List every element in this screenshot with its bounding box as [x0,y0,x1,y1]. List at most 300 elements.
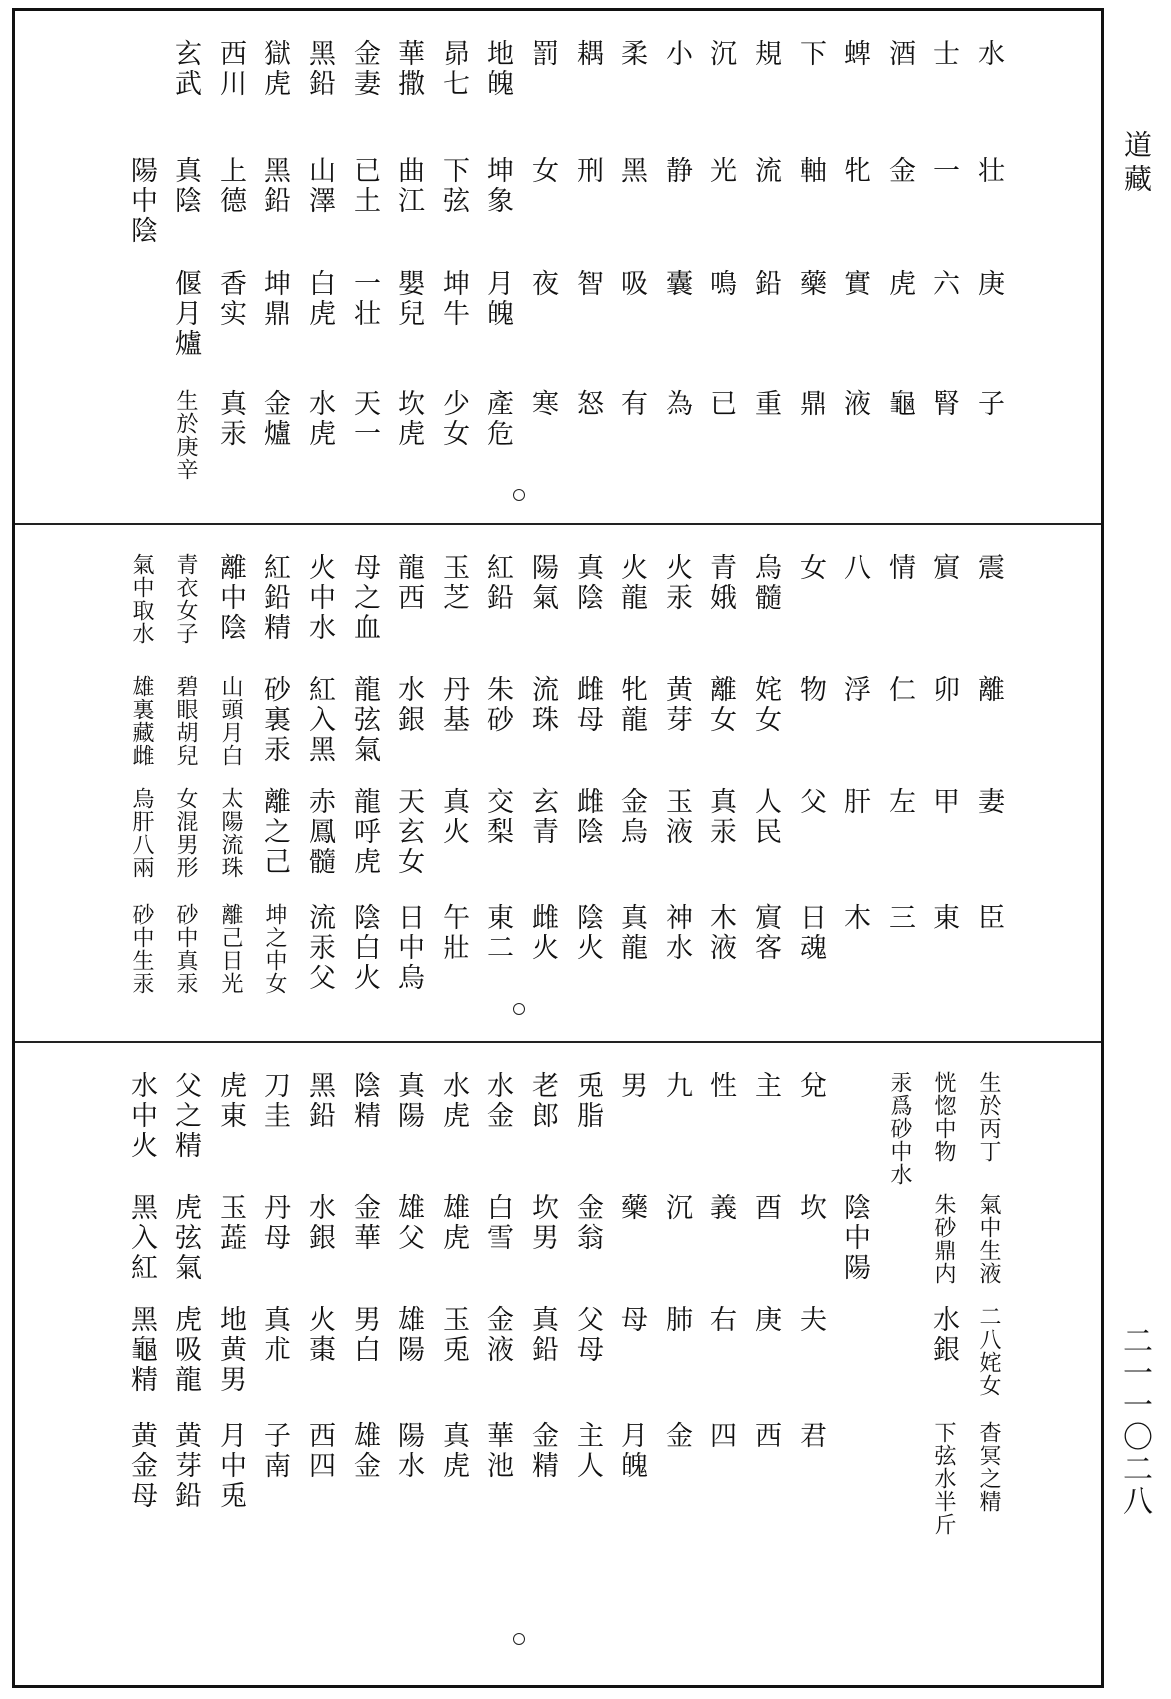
term-cell: 坤鼎 [259,269,290,329]
term-cell: 坎男 [527,1193,558,1253]
term-cell: 金 [661,1421,692,1451]
text-column [257,11,291,523]
term-cell: 實 [839,269,870,299]
term-cell: 怒 [572,389,603,419]
term-cell: 父母 [572,1305,603,1365]
term-cell: 金爐 [259,389,290,449]
term-cell: 流汞父 [304,903,335,993]
term-cell: 父之精 [170,1071,201,1161]
term-cell: 柔 [616,39,647,69]
text-column [257,525,291,1041]
text-column [124,525,158,1041]
term-cell: 震 [973,553,1004,583]
term-cell: 雌母 [572,675,603,735]
term-cell: 嬰兒 [393,269,424,329]
text-panel-top [15,11,1101,523]
term-cell: 六 [928,269,959,299]
term-cell: 坤牛 [438,269,469,329]
term-cell: 昴七 [438,39,469,99]
term-cell: 曲江 [393,156,424,216]
term-cell: 西四 [304,1421,335,1481]
term-cell: 水虎 [438,1071,469,1131]
text-column [525,11,559,523]
term-cell: 寒 [527,389,558,419]
term-cell: 坎 [795,1193,826,1223]
term-cell: 情 [884,553,915,583]
term-cell: 赤鳳髓 [304,787,335,877]
term-cell: 朱砂鼎内 [931,1193,956,1285]
term-cell: 卯 [928,675,959,705]
text-column [926,525,960,1041]
text-column [480,525,514,1041]
term-cell: 碧眼胡兒 [173,675,198,767]
term-cell: 龍西 [393,553,424,613]
text-column [614,525,648,1041]
term-cell: 汞爲砂中水 [887,1071,912,1186]
text-column [882,11,916,523]
term-cell: 吸 [616,269,647,299]
term-cell: 雄陽 [393,1305,424,1365]
term-cell: 偃月爐 [170,269,201,359]
term-cell: 智 [572,269,603,299]
term-cell: 杳冥之精 [976,1421,1001,1513]
text-column [748,11,782,523]
term-cell: 砂中生汞 [129,903,154,995]
term-cell: 金華 [349,1193,380,1253]
term-cell: 黑龜精 [126,1305,157,1395]
term-cell: 離 [973,675,1004,705]
text-column [882,1043,916,1685]
term-cell: 刀圭 [259,1071,290,1131]
term-cell: 光 [705,156,736,186]
term-cell: 流珠 [527,675,558,735]
term-cell: 生於丙丁 [976,1071,1001,1163]
term-cell: 山頭月白 [218,675,243,767]
text-column [570,11,604,523]
term-cell: 甲 [928,787,959,817]
term-cell: 金液 [482,1305,513,1365]
term-cell: 老郎 [527,1071,558,1131]
term-cell: 父 [795,787,826,817]
term-cell: 紅入黑 [304,675,335,765]
term-cell: 山澤 [304,156,335,216]
text-column [213,525,247,1041]
term-cell: 已土 [349,156,380,216]
volume-title: 道藏 [1120,130,1153,198]
term-cell: 水銀 [393,675,424,735]
term-cell: 黑 [616,156,647,186]
term-cell: 龍弦氣 [349,675,380,765]
term-cell: 虎吸龍 [170,1305,201,1395]
term-cell: 陽中陰 [126,156,157,246]
term-cell: 水金 [482,1071,513,1131]
text-column [391,1043,425,1685]
text-column [837,525,871,1041]
term-cell: 藥 [616,1193,647,1223]
term-cell: 砂中真汞 [173,903,198,995]
term-cell: 坎虎 [393,389,424,449]
term-cell: 夜 [527,269,558,299]
text-column [480,1043,514,1685]
term-cell: 坤象 [482,156,513,216]
text-panel-middle [15,525,1101,1041]
term-cell: 黑入紅 [126,1193,157,1283]
term-cell: 陽氣 [527,553,558,613]
term-cell: 液 [839,389,870,419]
term-cell: 離中陰 [215,553,246,643]
text-column [525,525,559,1041]
term-cell: 陰白火 [349,903,380,993]
term-cell: 庚 [973,269,1004,299]
term-cell: 水銀 [928,1305,959,1365]
term-cell: 兎脂 [572,1071,603,1131]
term-cell: 母 [616,1305,647,1335]
text-column [703,525,737,1041]
term-cell: 蜱 [839,39,870,69]
term-cell: 鳴 [705,269,736,299]
text-column [659,525,693,1041]
term-cell: 氣中生液 [976,1193,1001,1285]
text-column [124,11,158,523]
term-cell: 真陰 [170,156,201,216]
term-cell: 雌火 [527,903,558,963]
term-cell: 離女 [705,675,736,735]
term-cell: 雄金 [349,1421,380,1481]
term-cell: 軸 [795,156,826,186]
text-column [436,525,470,1041]
text-column [213,11,247,523]
term-cell: 黑鉛 [304,39,335,99]
term-cell: 為 [661,389,692,419]
term-cell: 已 [705,389,736,419]
term-cell: 黑鉛 [259,156,290,216]
term-cell: 水銀 [304,1193,335,1253]
term-cell: 生於庚辛 [173,389,198,481]
text-column [391,525,425,1041]
term-cell: 四 [705,1421,736,1451]
term-cell: 香实 [215,269,246,329]
term-cell: 西 [750,1421,781,1451]
term-cell: 虎東 [215,1071,246,1131]
term-cell: 庚 [750,1305,781,1335]
term-cell: 一 [928,156,959,186]
term-cell: 流 [750,156,781,186]
term-cell: 玉液 [661,787,692,847]
term-cell: 雌陰 [572,787,603,847]
text-column [302,11,336,523]
text-column [614,11,648,523]
term-cell: 三 [884,903,915,933]
term-cell: 上德 [215,156,246,216]
term-cell: 木 [839,903,870,933]
term-cell: 囊 [661,269,692,299]
term-cell: 規 [750,39,781,69]
term-cell: 鉛 [750,269,781,299]
term-cell: 獄虎 [259,39,290,99]
term-cell: 子 [973,389,1004,419]
term-cell: 朱砂 [482,675,513,735]
text-column [302,525,336,1041]
term-cell: 烏髓 [750,553,781,613]
text-column [837,11,871,523]
text-column [257,1043,291,1685]
term-cell: 下弦 [438,156,469,216]
text-column [525,1043,559,1685]
term-cell: 神水 [661,903,692,963]
section-mark-circle [513,1003,525,1015]
term-cell: 主人 [572,1421,603,1481]
term-cell: 午壯 [438,903,469,963]
term-cell: 青衣女子 [173,553,198,645]
text-column [213,1043,247,1685]
term-cell: 白雪 [482,1193,513,1253]
text-column [971,525,1005,1041]
term-cell: 離之己 [259,787,290,877]
term-cell: 女 [795,553,826,583]
text-column [926,11,960,523]
term-cell: 下弦水半斤 [931,1421,956,1536]
term-cell: 下 [795,39,826,69]
term-cell: 月魄 [482,269,513,329]
term-cell: 產危 [482,389,513,449]
term-cell: 真汞 [215,389,246,449]
term-cell: 玉芝 [438,553,469,613]
term-cell: 青娥 [705,553,736,613]
term-cell: 真鉛 [527,1305,558,1365]
term-cell: 右 [705,1305,736,1335]
term-cell: 東 [928,903,959,933]
term-cell: 水虎 [304,389,335,449]
text-column [703,11,737,523]
term-cell: 東二 [482,903,513,963]
term-cell: 黄金母 [126,1421,157,1511]
term-cell: 沉 [705,39,736,69]
term-cell: 火汞 [661,553,692,613]
term-cell: 沉 [661,1193,692,1223]
term-cell: 虎 [884,269,915,299]
term-cell: 陽水 [393,1421,424,1481]
term-cell: 人民 [750,787,781,847]
term-cell: 天玄女 [393,787,424,877]
text-column [971,1043,1005,1685]
text-column [302,1043,336,1685]
term-cell: 金妻 [349,39,380,99]
term-cell: 重 [750,389,781,419]
term-cell: 真火 [438,787,469,847]
text-column [391,11,425,523]
term-cell: 火中水 [304,553,335,643]
text-column [793,1043,827,1685]
term-cell: 火棗 [304,1305,335,1365]
term-cell: 刑 [572,156,603,186]
term-cell: 丹母 [259,1193,290,1253]
term-cell: 仁 [884,675,915,705]
term-cell: 罰 [527,39,558,69]
text-column [793,525,827,1041]
text-column [347,525,381,1041]
term-cell: 小 [661,39,692,69]
term-cell: 地黄男 [215,1305,246,1395]
term-cell: 玉蕋 [215,1193,246,1253]
term-cell: 母之血 [349,553,380,643]
term-cell: 真朮 [259,1305,290,1365]
text-column [882,525,916,1041]
page-frame [12,8,1104,1688]
term-cell: 少女 [438,389,469,449]
term-cell: 月中兎 [215,1421,246,1511]
term-cell: 壮 [973,156,1004,186]
term-cell: 白虎 [304,269,335,329]
term-cell: 恍惚中物 [931,1071,956,1163]
term-cell: 紅鉛精 [259,553,290,643]
term-cell: 砂裏汞 [259,675,290,765]
text-column [436,11,470,523]
term-cell: 性 [705,1071,736,1101]
term-cell: 腎 [928,389,959,419]
term-cell: 夫 [795,1305,826,1335]
text-column [748,525,782,1041]
term-cell: 金烏 [616,787,647,847]
term-cell: 陰中陽 [839,1193,870,1283]
term-cell: 天一 [349,389,380,449]
text-column [659,1043,693,1685]
term-cell: 日中烏 [393,903,424,993]
term-cell: 玉兎 [438,1305,469,1365]
term-cell: 義 [705,1193,736,1223]
term-cell: 水中火 [126,1071,157,1161]
term-cell: 黄芽 [661,675,692,735]
term-cell: 真陽 [393,1071,424,1131]
term-cell: 有 [616,389,647,419]
term-cell: 九 [661,1071,692,1101]
term-cell: 兌 [795,1071,826,1101]
text-panel-bottom [15,1043,1101,1685]
text-column [837,1043,871,1685]
term-cell: 氣中取水 [129,553,154,645]
text-column [124,1043,158,1685]
term-cell: 玄武 [170,39,201,99]
text-column [793,11,827,523]
term-cell: 雄裏藏雌 [129,675,154,767]
term-cell: 賔 [928,553,959,583]
term-cell: 水 [973,39,1004,69]
term-cell: 坤之中女 [262,903,287,995]
term-cell: 姹女 [750,675,781,735]
term-cell: 雄虎 [438,1193,469,1253]
term-cell: 真汞 [705,787,736,847]
term-cell: 牝龍 [616,675,647,735]
term-cell: 一壮 [349,269,380,329]
section-mark-circle [513,489,525,501]
term-cell: 二八姹女 [976,1305,1001,1397]
term-cell: 玄青 [527,787,558,847]
term-cell: 肺 [661,1305,692,1335]
term-cell: 丹基 [438,675,469,735]
term-cell: 臣 [973,903,1004,933]
term-cell: 火龍 [616,553,647,613]
term-cell: 太陽流珠 [218,787,243,879]
term-cell: 八 [839,553,870,583]
term-cell: 男白 [349,1305,380,1365]
term-cell: 雄父 [393,1193,424,1253]
term-cell: 金翁 [572,1193,603,1253]
text-column [971,11,1005,523]
term-cell: 真龍 [616,903,647,963]
text-column [703,1043,737,1685]
term-cell: 子南 [259,1421,290,1481]
term-cell: 離己日光 [218,903,243,995]
section-mark-circle [513,1633,525,1645]
text-column [748,1043,782,1685]
term-cell: 浮 [839,675,870,705]
text-column [570,1043,604,1685]
term-cell: 酉 [750,1193,781,1223]
term-cell: 黑鉛 [304,1071,335,1131]
term-cell: 鼎 [795,389,826,419]
text-column [168,11,202,523]
term-cell: 賔客 [750,903,781,963]
term-cell: 士 [928,39,959,69]
term-cell: 月魄 [616,1421,647,1481]
term-cell: 龜 [884,389,915,419]
term-cell: 左 [884,787,915,817]
term-cell: 紅鉛 [482,553,513,613]
page-number: 二一一〇二八 [1117,1325,1152,1517]
term-cell: 虎弦氣 [170,1193,201,1283]
term-cell: 陰火 [572,903,603,963]
text-column [659,11,693,523]
term-cell: 酒 [884,39,915,69]
term-cell: 静 [661,156,692,186]
term-cell: 金精 [527,1421,558,1481]
term-cell: 男 [616,1071,647,1101]
term-cell: 牝 [839,156,870,186]
text-column [168,1043,202,1685]
text-column [168,525,202,1041]
term-cell: 君 [795,1421,826,1451]
term-cell: 龍呼虎 [349,787,380,877]
term-cell: 華撒 [393,39,424,99]
term-cell: 金 [884,156,915,186]
term-cell: 女混男形 [173,787,198,879]
term-cell: 物 [795,675,826,705]
text-column [347,1043,381,1685]
term-cell: 黄芽鉛 [170,1421,201,1511]
term-cell: 木液 [705,903,736,963]
term-cell: 華池 [482,1421,513,1481]
term-cell: 西川 [215,39,246,99]
term-cell: 陰精 [349,1071,380,1131]
term-cell: 交梨 [482,787,513,847]
term-cell: 耦 [572,39,603,69]
text-column [570,525,604,1041]
term-cell: 地魄 [482,39,513,99]
text-column [436,1043,470,1685]
text-column [926,1043,960,1685]
text-column [480,11,514,523]
term-cell: 主 [750,1071,781,1101]
term-cell: 真虎 [438,1421,469,1481]
term-cell: 妻 [973,787,1004,817]
term-cell: 真陰 [572,553,603,613]
text-column [614,1043,648,1685]
term-cell: 烏肝八兩 [129,787,154,879]
text-column [347,11,381,523]
term-cell: 藥 [795,269,826,299]
term-cell: 肝 [839,787,870,817]
term-cell: 女 [527,156,558,186]
term-cell: 日魂 [795,903,826,963]
